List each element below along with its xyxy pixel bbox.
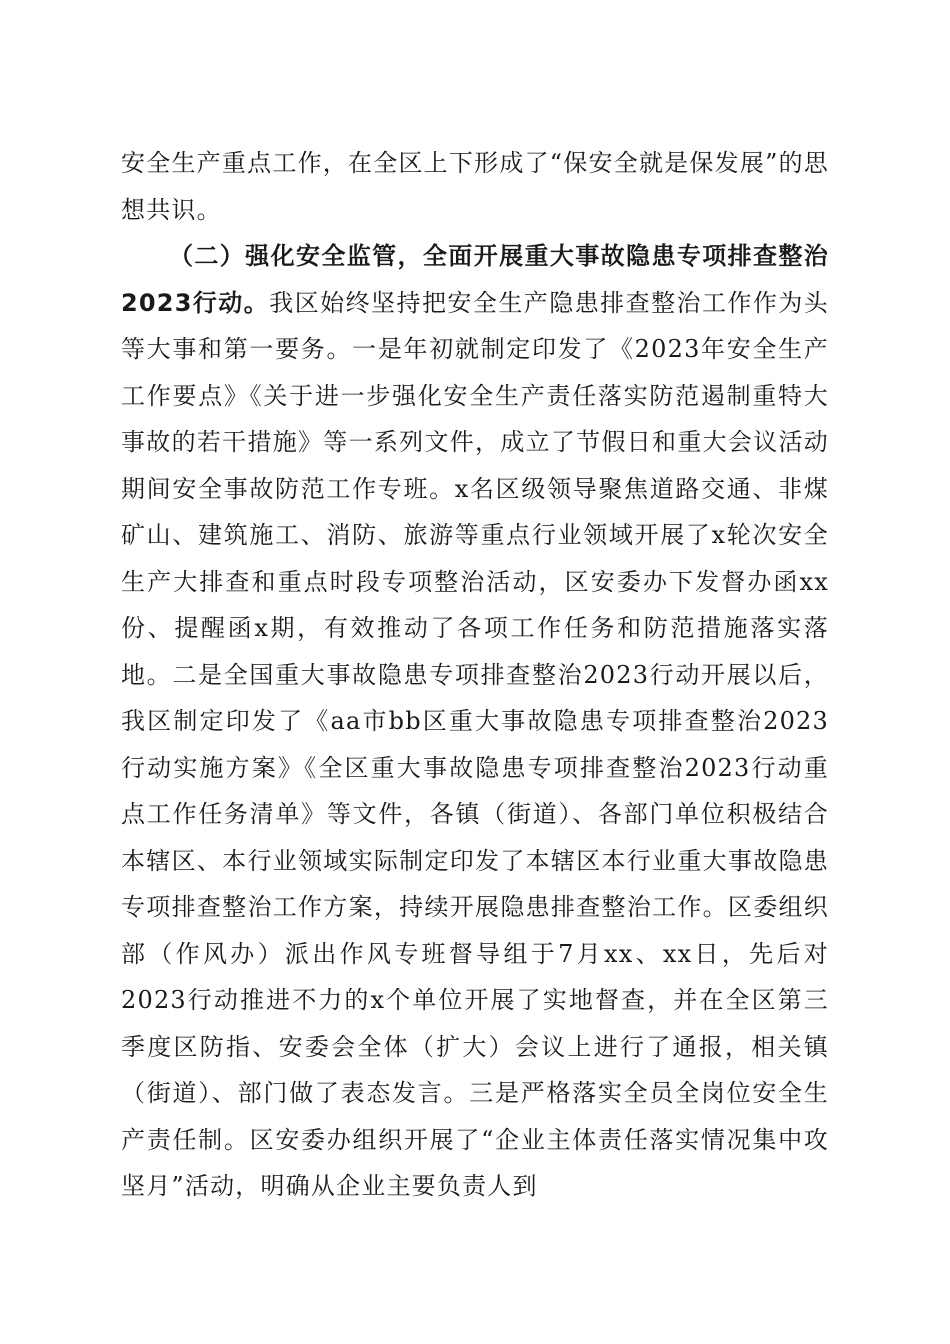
section-paragraph [121, 233, 829, 1210]
section-heading: （二）强化安全监管，全面开展重大事故隐患专项排查整治2023行动。 [121, 242, 829, 317]
document-page [121, 140, 829, 1210]
paragraph-continuation: 安全生产重点工作，在全区上下形成了“保安全就是保发展”的思想共识。 [121, 149, 829, 224]
section-body: 我区始终坚持把安全生产隐患排查整治工作作为头等大事和第一要务。一是年初就制定印发了《2023年安全生产工作要点》《关于进一步强化安全生产责任落实防范遏制重特大事故的若干措施》等一系列文件，成立了节假日和重大会议活动期间安全事故防范工作专班。x名区级领导聚焦道路交通、非煤矿山、建筑施工、消防、旅游等重点行业领域开展了x轮次安全生产大排查和重点时段专项整治活动，区安委办下发督办函xx份、提醒函x期，有效推动了各项工作任务和防范措施落实落地。二是全国重大事故隐患专项排查整治2023行动开展以后，我区制定印发了《aa市bb区重大事故隐患专项排查整治2023行动实施方案》《全区重大事故隐患专项排查整治2023行动重点工作任务清单》等文件，各镇（街道）、各部门单位积极结合本辖区、本行业领域实际制定印发了本辖区本行业重大事故隐患专项排查整治工作方案，持续开展隐患排查整治工作。区委组织部（作风办）派出作风专班督导组于7月xx、xx日，先后对2023行动推进不力的x个单位开展了实地督查，并在全区第三季度区防指、安委会全体（扩大）会议上进行了通报，相关镇（街道）、部门做了表态发言。三是严格落实全员全岗位安全生产责任制。区安委办组织开展了“企业主体责任落实情况集中攻坚月”活动，明确从企业主要负责人到 [121, 288, 830, 1200]
